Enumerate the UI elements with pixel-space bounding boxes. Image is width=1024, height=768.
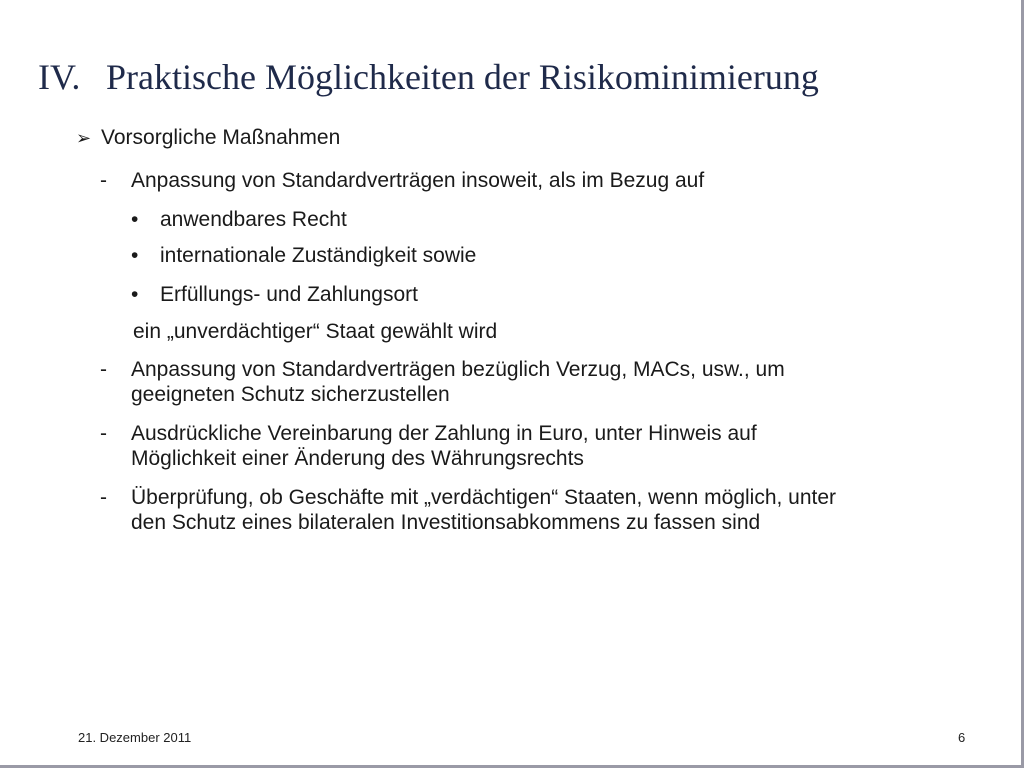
sub-bullet-3: Erfüllungs- und Zahlungsort: [160, 283, 418, 306]
sub-bullet-2: internationale Zuständigkeit sowie: [160, 244, 477, 267]
title-number: IV.: [38, 57, 81, 97]
list-item-3-line-2: Möglichkeit einer Änderung des Währungsrechts: [131, 447, 584, 470]
page-number: 6: [958, 730, 966, 745]
list-item-3-line-1: Ausdrückliche Vereinbarung der Zahlung in Euro, unter Hinweis auf: [131, 422, 757, 445]
dash-marker: -: [100, 422, 107, 445]
slide-title: [38, 56, 819, 98]
list-item-4-line-1: Überprüfung, ob Geschäfte mit „verdächtigen“ Staaten, wenn möglich, unter: [131, 486, 837, 509]
list-item-4-line-2: den Schutz eines bilateralen Investitionsabkommens zu fassen sind: [131, 511, 761, 534]
arrow-bullet-icon: ➢: [76, 128, 92, 148]
title-text: Praktische Möglichkeiten der Risikominimierung: [106, 57, 819, 97]
dash-marker: -: [100, 358, 107, 381]
item1-conclusion: ein „unverdächtiger“ Staat gewählt wird: [133, 320, 498, 343]
section-heading: Vorsorgliche Maßnahmen: [101, 126, 341, 149]
list-item-2-line-2: geeigneten Schutz sicherzustellen: [131, 383, 450, 406]
list-item-2-line-1: Anpassung von Standardverträgen bezüglich Verzug, MACs, usw., um: [131, 358, 785, 381]
list-item-1: Anpassung von Standardverträgen insoweit, als im Bezug auf: [131, 169, 705, 192]
dash-marker: -: [100, 486, 107, 509]
footer-date: 21. Dezember 2011: [78, 730, 192, 745]
bullet-marker: •: [131, 244, 139, 267]
sub-bullet-1: anwendbares Recht: [160, 208, 347, 231]
dash-marker: -: [100, 169, 107, 192]
bullet-marker: •: [131, 208, 139, 231]
bullet-marker: •: [131, 283, 139, 306]
